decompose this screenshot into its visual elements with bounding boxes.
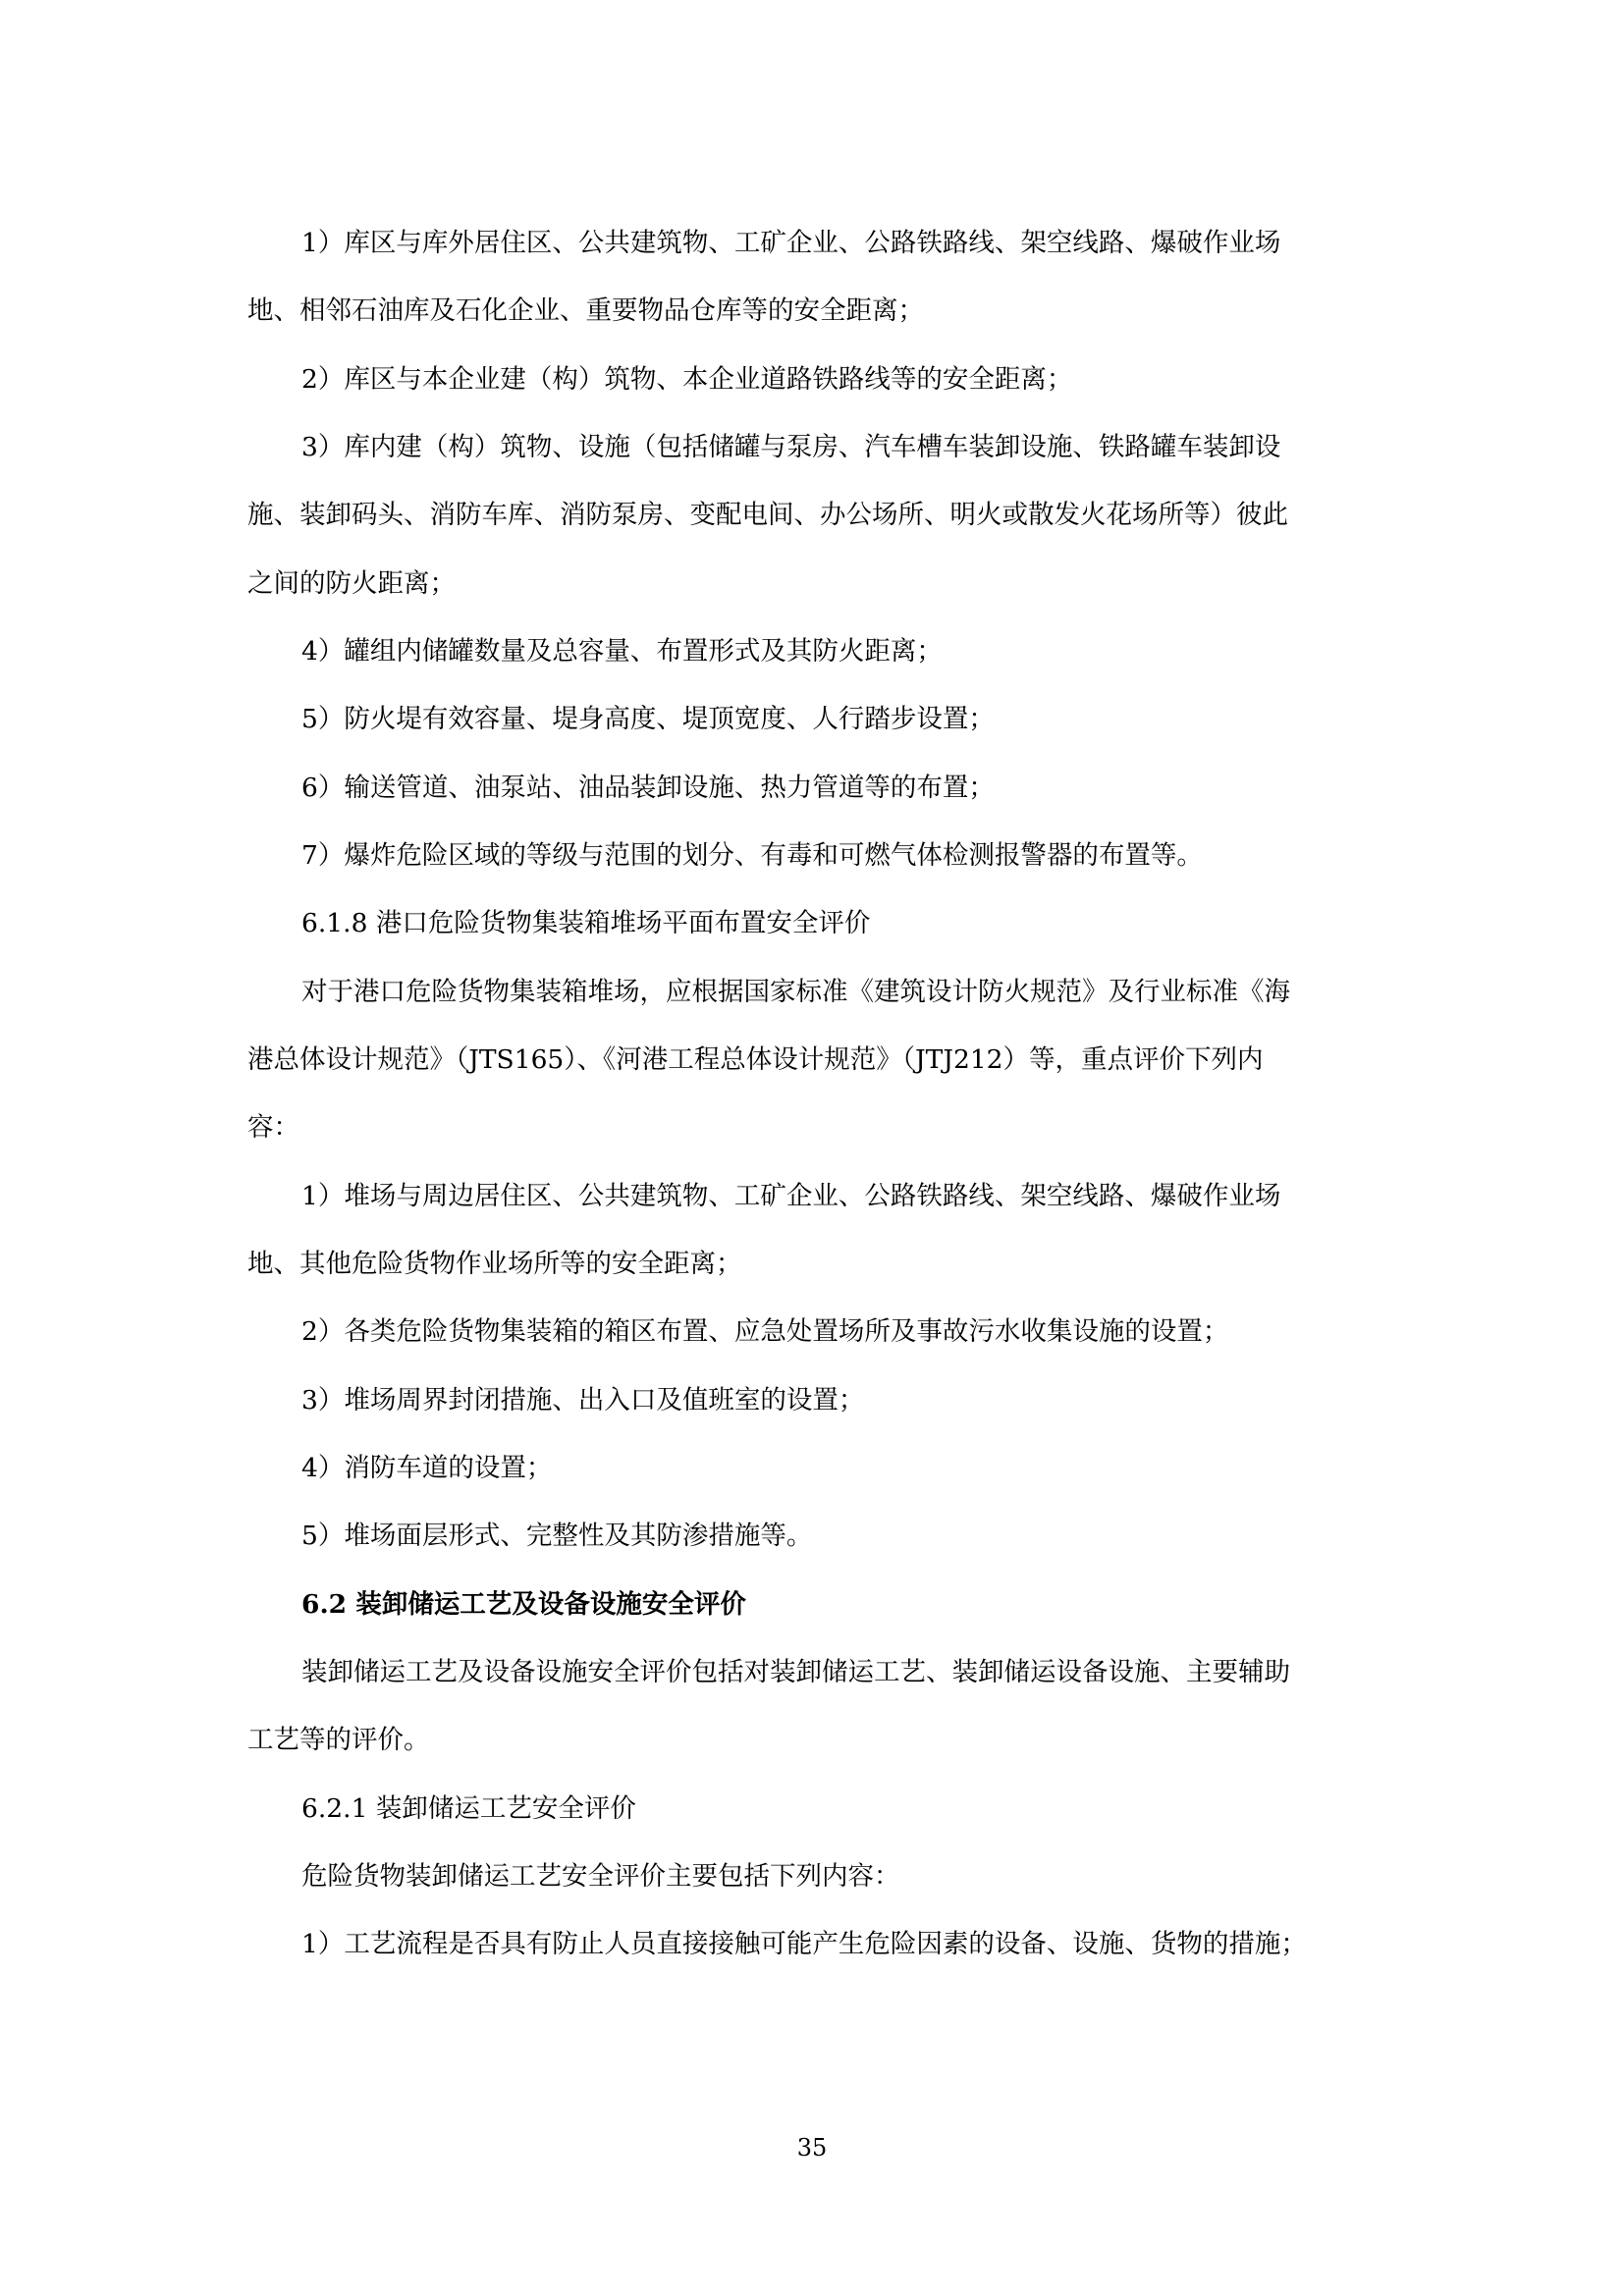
text-line: 之间的防火距离； — [247, 568, 456, 599]
section-heading-6-2-1: 6.2.1 装卸储运工艺安全评价 — [301, 1793, 636, 1824]
text-line: 2）库区与本企业建（构）筑物、本企业道路铁路线等的安全距离； — [301, 364, 1073, 395]
text-line: 6）输送管道、油泵站、油品装卸设施、热力管道等的布置； — [301, 773, 995, 803]
text-line: 1）库区与库外居住区、公共建筑物、工矿企业、公路铁路线、架空线路、爆破作业场 — [301, 228, 1281, 258]
text-line: 5）防火堤有效容量、堤身高度、堤顶宽度、人行踏步设置； — [301, 704, 995, 734]
text-line: 容： — [247, 1112, 299, 1143]
text-line: 施、装卸码头、消防车库、消防泵房、变配电间、办公场所、明火或散发火花场所等）彼此 — [247, 500, 1288, 530]
text-line: 地、相邻石油库及石化企业、重要物品仓库等的安全距离； — [247, 295, 924, 326]
text-line: 1）工艺流程是否具有防止人员直接接触可能产生危险因素的设备、设施、货物的措施； — [301, 1929, 1307, 1959]
text-line: 装卸储运工艺及设备设施安全评价包括对装卸储运工艺、装卸储运设备设施、主要辅助 — [301, 1657, 1290, 1687]
text-line: 工艺等的评价。 — [247, 1725, 430, 1755]
text-line: 对于港口危险货物集装箱堆场，应根据国家标准《建筑设计防火规范》及行业标准《海 — [301, 977, 1290, 1007]
section-heading-6-1-8: 6.1.8 港口危险货物集装箱堆场平面布置安全评价 — [301, 908, 871, 938]
section-heading-6-2: 6.2 装卸储运工艺及设备设施安全评价 — [301, 1589, 746, 1620]
text-line: 港总体设计规范》（JTS165）、《河港工程总体设计规范》（JTJ212）等，重点评价下列内 — [247, 1044, 1264, 1075]
text-line: 5）堆场面层形式、完整性及其防渗措施等。 — [301, 1521, 813, 1551]
text-line: 7）爆炸危险区域的等级与范围的划分、有毒和可燃气体检测报警器的布置等。 — [301, 840, 1203, 871]
text-line: 3）库内建（构）筑物、设施（包括储罐与泵房、汽车槽车装卸设施、铁路罐车装卸设 — [301, 432, 1281, 462]
text-line: 危险货物装卸储运工艺安全评价主要包括下列内容： — [301, 1861, 900, 1892]
text-line: 地、其他危险货物作业场所等的安全距离； — [247, 1249, 742, 1279]
text-line: 2）各类危险货物集装箱的箱区布置、应急处置场所及事故污水收集设施的设置； — [301, 1316, 1229, 1347]
text-line: 4）消防车道的设置； — [301, 1453, 553, 1483]
text-line: 1）堆场与周边居住区、公共建筑物、工矿企业、公路铁路线、架空线路、爆破作业场 — [301, 1181, 1281, 1211]
text-line: 4）罐组内储罐数量及总容量、布置形式及其防火距离； — [301, 636, 943, 667]
text-line: 3）堆场周界封闭措施、出入口及值班室的设置； — [301, 1385, 865, 1415]
page-number: 35 — [796, 2134, 828, 2162]
